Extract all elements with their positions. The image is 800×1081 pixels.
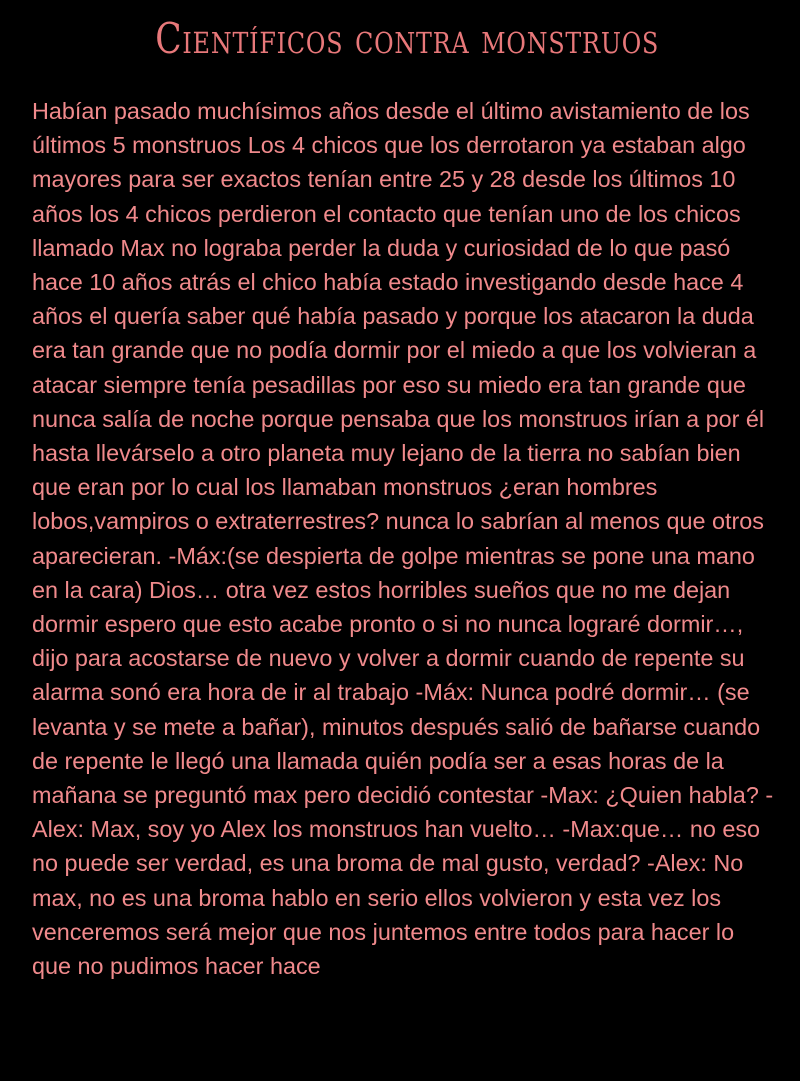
story-body-text: Habían pasado muchísimos años desde el último avistamiento de los últimos 5 monstruos Los 4 chicos que los derrotaron ya estaban algo mayores para ser exactos tenían entre 25 y 28 desde los últimos 10 años los 4 chicos perdieron el contacto que tenían uno de los chicos llamado Max no lograba perder la duda y curiosidad de lo que pasó hace 10 años atrás el chico había estado investigando desde hace 4 años el quería saber qué había pasado y porque los atacaron la duda era tan grande que no podía dormir por el miedo a que los volvieran a atacar siempre tenía pesadillas por eso su miedo era tan grande que nunca salía de noche porque pensaba que los monstruos irían a por él hasta llevárselo a otro planeta muy lejano de la tierra no sabían bien que eran por lo cual los llamaban monstruos ¿eran hombres lobos,vampiros o extraterrestres? nunca lo sabrían al menos que otros aparecieran. -Máx:(se despierta de golpe mientras se pone una mano en la cara) Dios… otra vez estos horribles sueños que no me dejan dormir espero que esto acabe pronto o si no nunca lograré dormir…, dijo para acostarse de nuevo y volver a dormir cuando de repente su alarma sonó era hora de ir al trabajo -Máx: Nunca podré dormir… (se levanta y se mete a bañar), minutos después salió de bañarse cuando de repente le llegó una llamada quién podía ser a esas horas de la mañana se preguntó max pero decidió contestar -Max: ¿Quien habla? -Alex: Max, soy yo Alex los monstruos han vuelto… -Max:que… no eso no puede ser verdad, es una broma de mal gusto, verdad? -Alex: No max, no es una broma hablo en serio ellos volvieron y esta vez los venceremos será mejor que nos juntemos entre todos para hacer lo que no pudimos hacer hace	[32, 98, 774, 980]
story-title: Científicos contra monstruos	[155, 14, 660, 63]
